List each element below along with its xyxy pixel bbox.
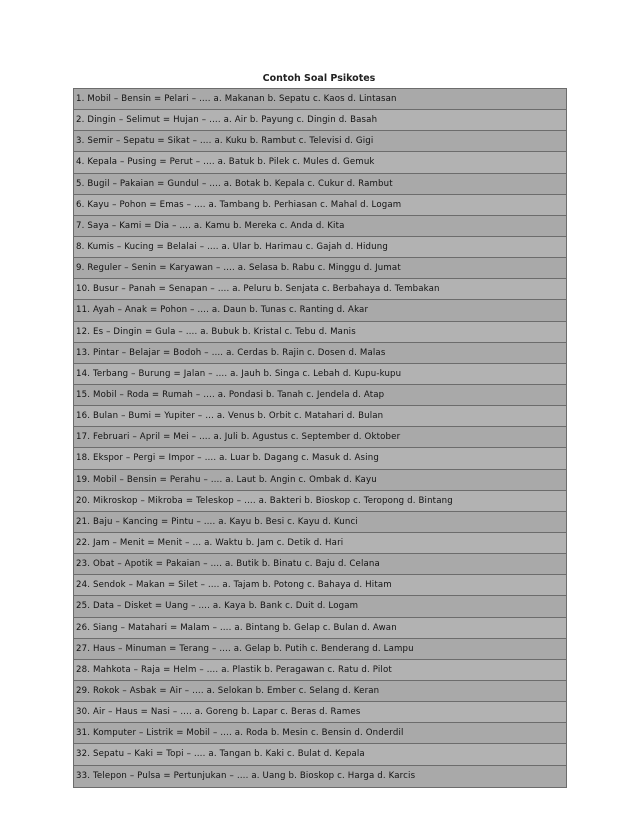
question-row: 28. Mahkota – Raja = Helm – …. a. Plastik b. Peragawan c. Ratu d. Pilot <box>74 660 566 681</box>
question-row: 14. Terbang – Burung = Jalan – …. a. Jauh b. Singa c. Lebah d. Kupu-kupu <box>74 364 566 385</box>
question-row: 15. Mobil – Roda = Rumah – …. a. Pondasi b. Tanah c. Jendela d. Atap <box>74 385 566 406</box>
question-row: 25. Data – Disket = Uang – …. a. Kaya b. Bank c. Duit d. Logam <box>74 596 566 617</box>
question-row: 6. Kayu – Pohon = Emas – …. a. Tambang b. Perhiasan c. Mahal d. Logam <box>74 195 566 216</box>
question-row: 7. Saya – Kami = Dia – …. a. Kamu b. Mereka c. Anda d. Kita <box>74 216 566 237</box>
question-row: 26. Siang – Matahari = Malam – …. a. Bintang b. Gelap c. Bulan d. Awan <box>74 618 566 639</box>
question-row: 9. Reguler – Senin = Karyawan – …. a. Selasa b. Rabu c. Minggu d. Jumat <box>74 258 566 279</box>
question-row: 18. Ekspor – Pergi = Impor – …. a. Luar b. Dagang c. Masuk d. Asing <box>74 448 566 469</box>
question-row: 23. Obat – Apotik = Pakaian – …. a. Butik b. Binatu c. Baju d. Celana <box>74 554 566 575</box>
question-row: 10. Busur – Panah = Senapan – …. a. Peluru b. Senjata c. Berbahaya d. Tembakan <box>74 279 566 300</box>
question-row: 4. Kepala – Pusing = Perut – …. a. Batuk b. Pilek c. Mules d. Gemuk <box>74 152 566 173</box>
questions-table <box>73 88 567 788</box>
question-row: 33. Telepon – Pulsa = Pertunjukan – …. a. Uang b. Bioskop c. Harga d. Karcis <box>74 766 566 787</box>
question-row: 12. Es – Dingin = Gula – …. a. Bubuk b. Kristal c. Tebu d. Manis <box>74 322 566 343</box>
question-row: 11. Ayah – Anak = Pohon – …. a. Daun b. Tunas c. Ranting d. Akar <box>74 300 566 321</box>
question-row: 2. Dingin – Selimut = Hujan – …. a. Air b. Payung c. Dingin d. Basah <box>74 110 566 131</box>
page-title: Contoh Soal Psikotes <box>262 73 376 84</box>
question-row: 8. Kumis – Kucing = Belalai – …. a. Ular b. Harimau c. Gajah d. Hidung <box>74 237 566 258</box>
question-row: 3. Semir – Sepatu = Sikat – …. a. Kuku b. Rambut c. Televisi d. Gigi <box>74 131 566 152</box>
question-row: 31. Komputer – Listrik = Mobil – …. a. Roda b. Mesin c. Bensin d. Onderdil <box>74 723 566 744</box>
question-row: 19. Mobil – Bensin = Perahu – …. a. Laut b. Angin c. Ombak d. Kayu <box>74 470 566 491</box>
question-row: 16. Bulan – Bumi = Yupiter – … a. Venus b. Orbit c. Matahari d. Bulan <box>74 406 566 427</box>
question-row: 29. Rokok – Asbak = Air – …. a. Selokan b. Ember c. Selang d. Keran <box>74 681 566 702</box>
question-row: 1. Mobil – Bensin = Pelari – …. a. Makanan b. Sepatu c. Kaos d. Lintasan <box>74 89 566 110</box>
question-row: 17. Februari – April = Mei – …. a. Juli b. Agustus c. September d. Oktober <box>74 427 566 448</box>
question-row: 24. Sendok – Makan = Silet – …. a. Tajam b. Potong c. Bahaya d. Hitam <box>74 575 566 596</box>
question-row: 27. Haus – Minuman = Terang – …. a. Gelap b. Putih c. Benderang d. Lampu <box>74 639 566 660</box>
question-row: 32. Sepatu – Kaki = Topi – …. a. Tangan b. Kaki c. Bulat d. Kepala <box>74 744 566 765</box>
question-row: 5. Bugil – Pakaian = Gundul – …. a. Botak b. Kepala c. Cukur d. Rambut <box>74 174 566 195</box>
question-row: 30. Air – Haus = Nasi – …. a. Goreng b. Lapar c. Beras d. Rames <box>74 702 566 723</box>
question-row: 21. Baju – Kancing = Pintu – …. a. Kayu b. Besi c. Kayu d. Kunci <box>74 512 566 533</box>
question-row: 13. Pintar – Belajar = Bodoh – …. a. Cerdas b. Rajin c. Dosen d. Malas <box>74 343 566 364</box>
question-row: 22. Jam – Menit = Menit – … a. Waktu b. Jam c. Detik d. Hari <box>74 533 566 554</box>
question-row: 20. Mikroskop – Mikroba = Teleskop – …. a. Bakteri b. Bioskop c. Teropong d. Bintang <box>74 491 566 512</box>
